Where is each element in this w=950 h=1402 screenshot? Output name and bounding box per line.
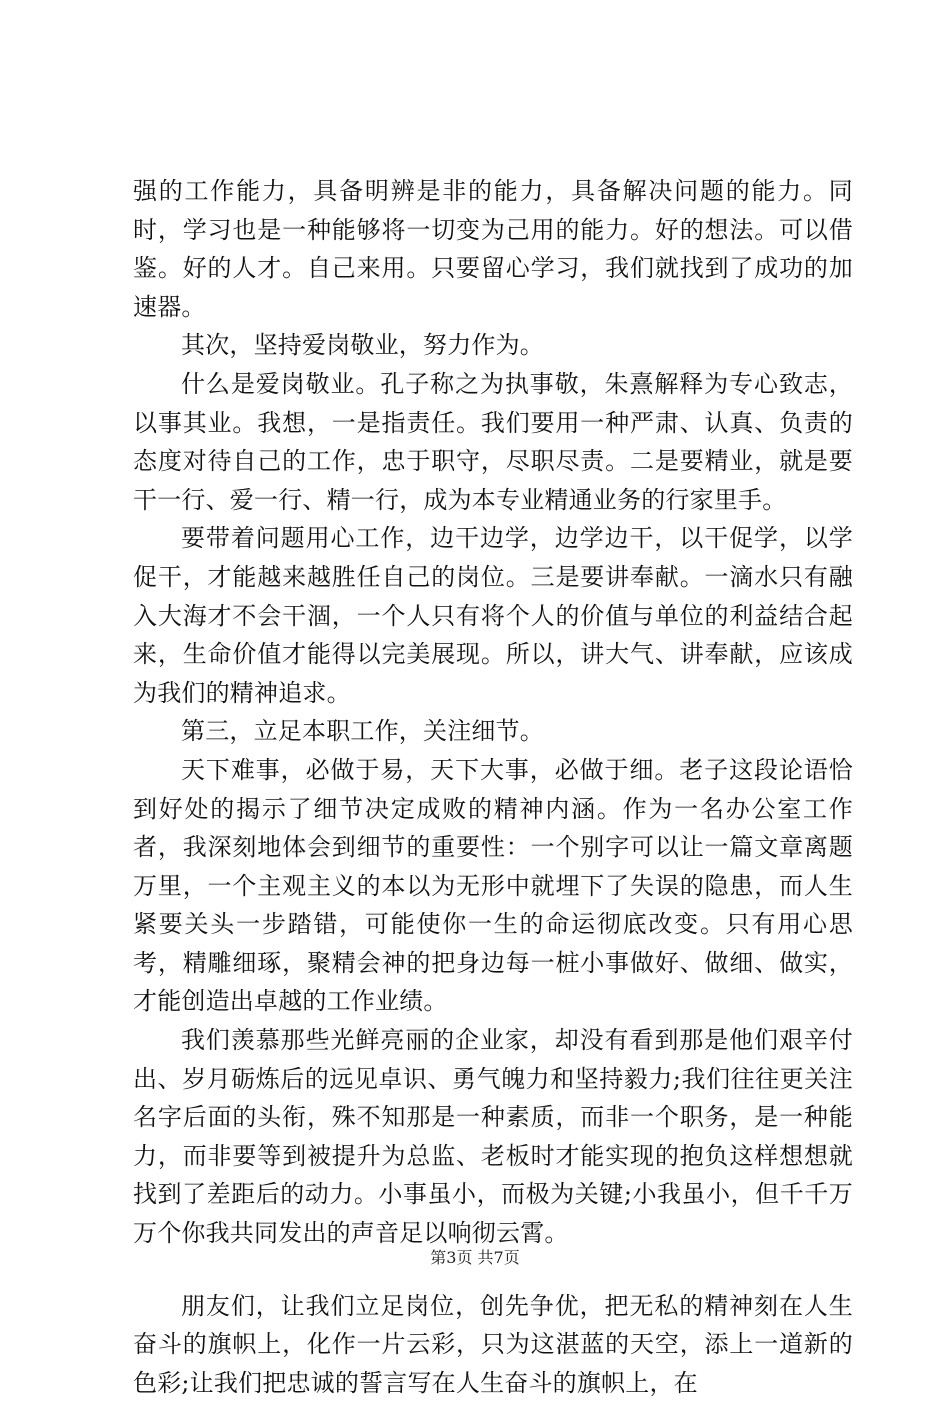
document-body xyxy=(133,172,853,1402)
paragraph-3: 什么是爱岗敬业。孔子称之为执事敬，朱熹解释为专心致志，以事其业。我想，一是指责任。我们要用一种严肃、认真、负责的态度对待自己的工作，忠于职守，尽职尽责。二是要精业，就是要干一行、爱一行、精一行，成为本专业精通业务的行家里手。 xyxy=(133,369,853,514)
paragraph-6: 天下难事，必做于易，天下大事，必做于细。老子这段论语恰到好处的揭示了细节决定成败的精神内涵。作为一名办公室工作者，我深刻地体会到细节的重要性：一个别字可以让一篇文章离题万里，一个主观主义的本以为无形中就埋下了失误的隐患，而人生紧要关头一步踏错，可能使你一生的命运彻底改变。只有用心思考，精雕细琢，聚精会神的把身边每一桩小事做好、做细、做实，才能创造出卓越的工作业绩。 xyxy=(133,755,853,1016)
paragraph-8: 朋友们，让我们立足岗位，创先争优，把无私的精神刻在人生奋斗的旗帜上，化作一片云彩，只为这湛蓝的天空，添上一道新的色彩;让我们把忠诚的誓言写在人生奋斗的旗帜上，在 xyxy=(133,1291,853,1397)
page-number-footer: 第3页 共7页 xyxy=(430,1248,520,1267)
paragraph-7: 我们羡慕那些光鲜亮丽的企业家，却没有看到那是他们艰辛付出、岁月砺炼后的远见卓识、勇气魄力和坚持毅力;我们往往更关注名字后面的头衔，殊不知那是一种素质，而非一个职务，是一种能力，而非要等到被提升为总监、老板时才能实现的抱负这样想想就找到了差距后的动力。小事虽小，而极为关键;小我虽小，但千千万万个你我共同发出的声音足以响彻云霄。 xyxy=(133,1026,853,1248)
paragraph-4: 要带着问题用心工作，边干边学，边学边干，以干促学，以学促干，才能越来越胜任自己的岗位。三是要讲奉献。一滴水只有融入大海才不会干涸，一个人只有将个人的价值与单位的利益结合起来，生命价值才能得以完美展现。所以，讲大气、讲奉献，应该成为我们的精神追求。 xyxy=(133,524,853,707)
paragraph-1: 强的工作能力，具备明辨是非的能力，具备解决问题的能力。同时，学习也是一种能够将一切变为己用的能力。好的想法。可以借鉴。好的人才。自己来用。只要留心学习，我们就找到了成功的加速器。 xyxy=(133,177,853,321)
paragraph-2-heading: 其次，坚持爱岗敬业，努力作为。 xyxy=(181,331,544,360)
paragraph-5-heading: 第三，立足本职工作，关注细节。 xyxy=(181,717,544,746)
